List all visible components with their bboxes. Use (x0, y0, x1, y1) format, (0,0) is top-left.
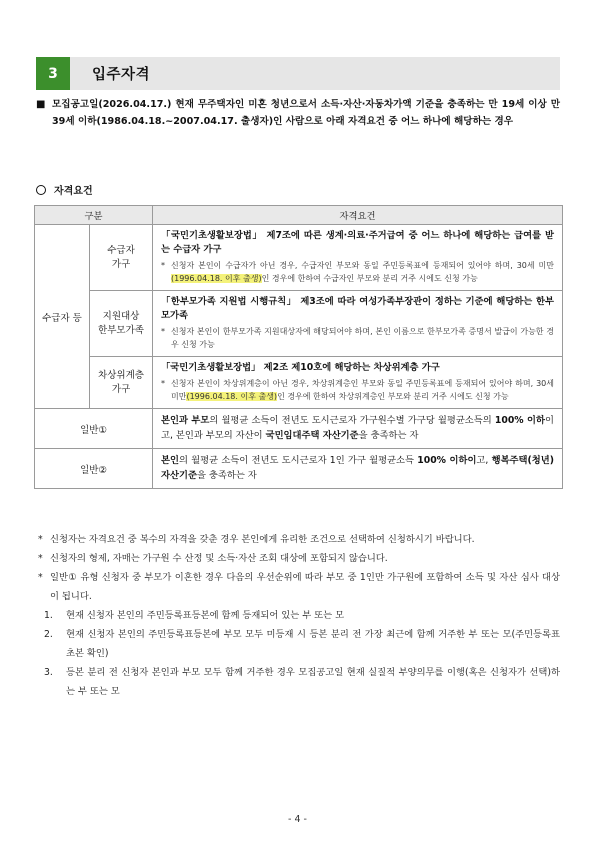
lead-text: 모집공고일(2026.04.17.) 현재 무주택자인 미혼 청년으로서 소득·자산·자동차가액 기준을 충족하는 만 19세 이상 만 39세 이하(1986.04.18.~2007.04.17. 출생자)인 사람으로 아래 자격요건 중 어느 하나에 해당하는 경우 (52, 99, 560, 127)
lead-paragraph (36, 97, 560, 130)
page-number: - 4 - (288, 814, 307, 825)
numbered-item: 3. 등본 분리 전 신청자 본인과 부모 모두 함께 거주한 경우 모집공고일 현재 실질적 부양의무를 이행(혹은 신청자가 선택)하는 부 또는 모 (44, 667, 560, 697)
row-note: * 신청자 본인이 차상위계층이 아닌 경우, 차상위계층인 부모와 동일 주민등록표에 등재되어 있어야 하며, 30세 미만(1996.04.18. 이후 출생)인 경우에 한하여 차상위계층인 부모와 분리 거주 시에도 신청 가능 (161, 379, 554, 401)
section-title: 입주자격 (92, 67, 151, 83)
row-label: 차상위계층 가구 (90, 357, 153, 409)
note-item: * 일반① 유형 신청자 중 부모가 이혼한 경우 다음의 우선순위에 따라 부모 중 1인만 가구원에 포함하여 소득 및 자산 심사 대상이 됩니다. (38, 572, 560, 602)
row-note: * 신청자 본인이 한부모가족 지원대상자에 해당되어야 하며, 본인 이름으로 한부모가족 증명서 발급이 가능한 경우 신청 가능 (161, 327, 554, 349)
table-header-row (35, 206, 563, 225)
general2-label: 일반② (35, 449, 153, 489)
table-row (35, 409, 563, 449)
circle-bullet-icon (36, 185, 46, 195)
subheading-text: 자격요건 (54, 186, 93, 197)
row-main-text: 「국민기초생활보장법」 제2조 제10호에 해당하는 차상위계층 가구 (161, 362, 440, 373)
row-description (153, 225, 563, 291)
table-row (35, 357, 563, 409)
general1-label: 일반① (35, 409, 153, 449)
table-row (35, 449, 563, 489)
subheading (36, 182, 93, 197)
requirements-table (34, 205, 563, 489)
table-row (35, 291, 563, 357)
row-label: 지원대상 한부모가족 (90, 291, 153, 357)
footnotes (38, 530, 560, 701)
note-item: * 신청자의 형제, 자매는 가구원 수 산정 및 소득·자산 조회 대상에 포함되지 않습니다. (38, 553, 388, 564)
section-header (36, 57, 560, 90)
square-bullet-icon: ■ (36, 99, 46, 110)
group-label: 수급자 등 (35, 225, 90, 409)
numbered-item: 2. 현재 신청자 본인의 주민등록표등본에 부모 모두 미등재 시 등본 분리 전 가장 최근에 함께 거주한 부 또는 모(주민등록표 초본 확인) (44, 629, 560, 659)
note-item: * 신청자는 자격요건 중 복수의 자격을 갖춘 경우 본인에게 유리한 조건으로 선택하여 신청하시기 바랍니다. (38, 534, 475, 545)
row-description (153, 357, 563, 409)
section-number: 3 (36, 57, 70, 90)
row-main-text: 「국민기초생활보장법」 제7조에 따른 생계·의료·주거급여 중 어느 하나에 해당하는 급여를 받는 수급자 가구 (161, 230, 554, 255)
header-requirements: 자격요건 (153, 206, 563, 225)
row-label: 수급자 가구 (90, 225, 153, 291)
general2-description: 본인의 월평균 소득이 전년도 도시근로자 1인 가구 월평균소득 100% 이하이고, 행복주택(청년) 자산기준을 충족하는 자 (153, 449, 563, 489)
general1-description: 본인과 부모의 월평균 소득이 전년도 도시근로자 가구원수별 가구당 월평균소득의 100% 이하이고, 본인과 부모의 자산이 국민임대주택 자산기준을 충족하는 자 (153, 409, 563, 449)
row-main-text: 「한부모가족 지원법 시행규칙」 제3조에 따라 여성가족부장관이 정하는 기준에 해당하는 한부모가족 (161, 296, 554, 321)
row-note: * 신청자 본인이 수급자가 아닌 경우, 수급자인 부모와 동일 주민등록표에 등재되어 있어야 하며, 30세 미만(1996.04.18. 이후 출생)인 경우에 한하여 수급자인 부모와 분리 거주 시에도 신청 가능 (161, 261, 554, 283)
numbered-item: 1. 현재 신청자 본인의 주민등록표등본에 함께 등재되어 있는 부 또는 모 (44, 610, 345, 621)
highlight: (1996.04.18. 이후 출생) (171, 273, 262, 283)
header-category: 구분 (35, 206, 153, 225)
highlight: (1996.04.18. 이후 출생) (186, 391, 278, 401)
table-row (35, 225, 563, 291)
row-description (153, 291, 563, 357)
